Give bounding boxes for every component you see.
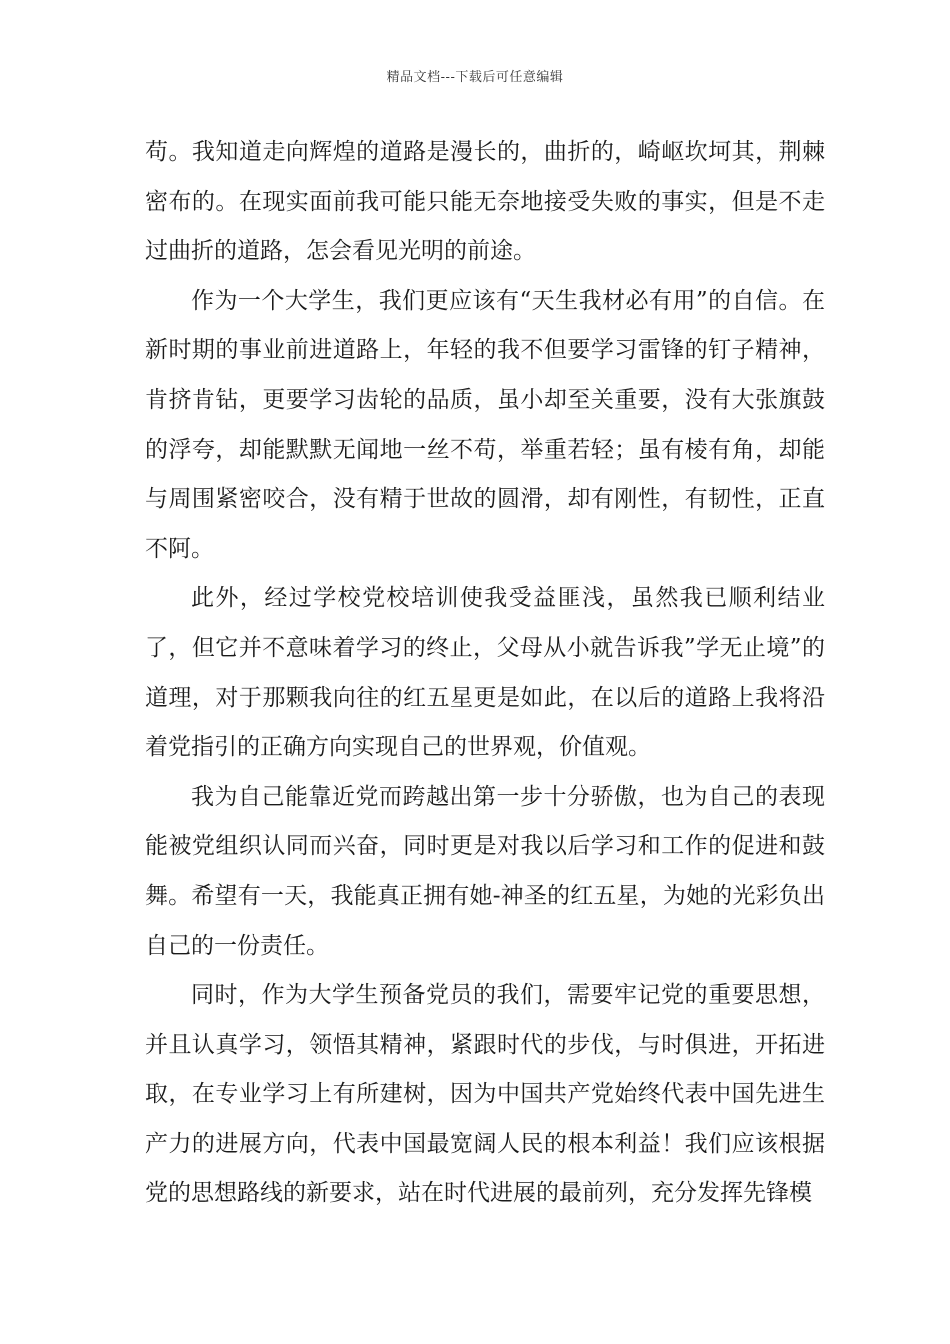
page-header: 精品文档---下载后可任意编辑 (386, 70, 564, 85)
paragraph-pride: 我为自己能靠近党而跨越出第一步十分骄傲，也为自己的表现能被党组织认同而兴奋，同时更是对我以后学习和工作的促进和鼓舞。希望有一天，我能真正拥有她-神圣的红五星，为她的光彩负出自己的一份责任。 (145, 783, 825, 959)
paragraph-continuation: 苟。我知道走向辉煌的道路是漫长的，曲折的，崎岖坎坷其，荆棘密布的。在现实面前我可能只能无奈地接受失败的事实，但是不走过曲折的道路，怎会看见光明的前途。 (145, 139, 825, 265)
document-body (145, 128, 825, 1219)
paragraph-probationary-member: 同时，作为大学生预备党员的我们，需要牢记党的重要思想，并且认真学习，领悟其精神，紧跟时代的步伐，与时俱进，开拓进取，在专业学习上有所建树，因为中国共产党始终代表中国先进生产力的进展方向，代表中国最宽阔人民的根本利益！我们应该根据党的思想路线的新要求，站在时代进展的最前列，充分发挥先锋模 (145, 982, 825, 1207)
paragraph-gear-spirit: 作为一个大学生，我们更应该有“天生我材必有用”的自信。在新时期的事业前进道路上，年轻的我不但要学习雷锋的钉子精神，肯挤肯钻，更要学习齿轮的品质，虽小却至关重要，没有大张旗鼓的浮夸，却能默默无闻地一丝不苟，举重若轻；虽有棱有角，却能与周围紧密咬合，没有精于世故的圆滑，却有刚性，有韧性，正直不阿。 (145, 287, 825, 562)
paragraph-party-school: 此外，经过学校党校培训使我受益匪浅，虽然我已顺利结业了，但它并不意味着学习的终止，父母从小就告诉我”学无止境”的道理，对于那颗我向往的红五星更是如此，在以后的道路上我将沿着党指引的正确方向实现自己的世界观，价值观。 (145, 585, 825, 761)
